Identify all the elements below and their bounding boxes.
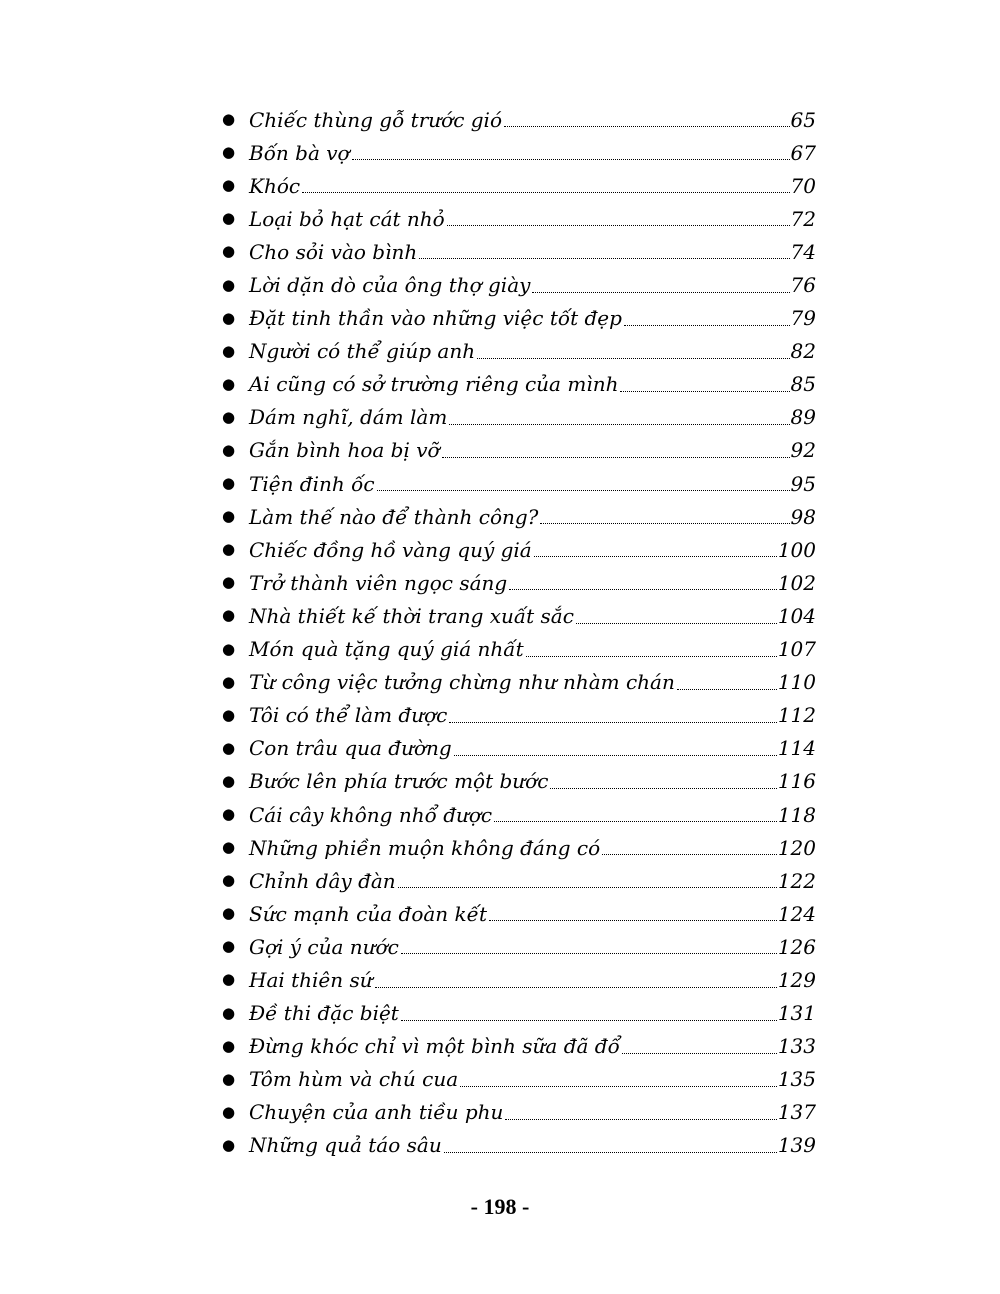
toc-entry-page-number: 118 [777, 802, 816, 827]
bullet-icon: ● [222, 110, 236, 129]
toc-entry-title: Cái cây không nhổ được [249, 802, 493, 827]
toc-entry-page-number: 65 [790, 107, 816, 132]
dot-leader [401, 1020, 777, 1021]
bullet-icon: ● [222, 1069, 236, 1088]
toc-entry-title: Khóc [249, 173, 301, 198]
toc-entry [222, 566, 816, 599]
toc-entry-page-number: 129 [777, 967, 816, 992]
toc-entry [222, 169, 816, 202]
dot-leader [352, 159, 790, 160]
bullet-icon: ● [222, 242, 236, 261]
bullet-icon: ● [222, 374, 236, 393]
toc-entry [222, 1129, 816, 1162]
toc-entry [222, 136, 816, 169]
toc-entry-page-number: 70 [790, 173, 816, 198]
toc-entry [222, 500, 816, 533]
dot-leader [602, 854, 777, 855]
toc-entry-title: Sức mạnh của đoàn kết [249, 901, 487, 926]
toc-entry-title: Đặt tinh thần vào những việc tốt đẹp [249, 306, 622, 331]
bullet-icon: ● [222, 440, 236, 459]
dot-leader [532, 292, 789, 293]
toc-entry-title: Tôi có thể làm được [249, 703, 448, 728]
toc-entry-page-number: 133 [777, 1034, 816, 1059]
bullet-icon: ● [222, 540, 236, 559]
bullet-icon: ● [222, 176, 236, 195]
toc-entry [222, 633, 816, 666]
toc-entry-page-number: 124 [777, 901, 816, 926]
table-of-contents [222, 103, 816, 1162]
bullet-icon: ● [222, 308, 236, 327]
toc-entry-title: Ai cũng có sở trường riêng của mình [249, 372, 619, 397]
toc-entry [222, 798, 816, 831]
bullet-icon: ● [222, 937, 236, 956]
bullet-icon: ● [222, 1003, 236, 1022]
toc-entry-page-number: 67 [790, 140, 816, 165]
toc-entry-page-number: 116 [777, 769, 816, 794]
dot-leader [454, 755, 777, 756]
bullet-icon: ● [222, 1102, 236, 1121]
dot-leader [449, 722, 776, 723]
toc-entry-title: Con trâu qua đường [249, 736, 452, 761]
toc-entry [222, 434, 816, 467]
dot-leader [534, 556, 777, 557]
toc-entry-title: Tôm hùm và chú cua [249, 1067, 459, 1092]
toc-entry-page-number: 74 [790, 239, 816, 264]
toc-entry [222, 1096, 816, 1129]
dot-leader [377, 490, 790, 491]
toc-entry [222, 302, 816, 335]
toc-entry-page-number: 131 [777, 1001, 816, 1026]
dot-leader [375, 987, 777, 988]
toc-entry-page-number: 76 [790, 273, 816, 298]
toc-entry-title: Nhà thiết kế thời trang xuất sắc [249, 603, 574, 628]
toc-entry [222, 103, 816, 136]
dot-leader [489, 920, 777, 921]
bullet-icon: ● [222, 738, 236, 757]
toc-entry-title: Gắn bình hoa bị vỡ [249, 438, 440, 463]
dot-leader [550, 788, 776, 789]
dot-leader [398, 887, 777, 888]
toc-entry [222, 533, 816, 566]
bullet-icon: ● [222, 1135, 236, 1154]
toc-entry [222, 732, 816, 765]
toc-entry [222, 864, 816, 897]
toc-entry [222, 831, 816, 864]
toc-entry [222, 666, 816, 699]
dot-leader [442, 457, 790, 458]
toc-entry [222, 897, 816, 930]
bullet-icon: ● [222, 606, 236, 625]
toc-entry [222, 467, 816, 500]
toc-entry-page-number: 122 [777, 868, 816, 893]
toc-entry [222, 401, 816, 434]
toc-entry-page-number: 102 [777, 570, 816, 595]
dot-leader [504, 126, 790, 127]
page-number: - 198 - [470, 1194, 530, 1219]
toc-entry [222, 765, 816, 798]
toc-entry-page-number: 135 [777, 1067, 816, 1092]
toc-entry-title: Những quả táo sâu [249, 1133, 442, 1158]
dot-leader [401, 953, 777, 954]
toc-entry [222, 235, 816, 268]
toc-entry [222, 1030, 816, 1063]
toc-entry-title: Chỉnh dây đàn [249, 868, 396, 893]
toc-entry-title: Hai thiên sứ [249, 967, 373, 992]
toc-entry-page-number: 112 [777, 703, 816, 728]
dot-leader [494, 821, 777, 822]
dot-leader [540, 523, 789, 524]
toc-entry-title: Tiện đinh ốc [249, 471, 375, 496]
toc-entry-title: Từ công việc tưởng chừng như nhàm chán [249, 670, 675, 695]
toc-entry [222, 997, 816, 1030]
dot-leader [622, 1053, 777, 1054]
toc-entry-page-number: 139 [777, 1133, 816, 1158]
bullet-icon: ● [222, 871, 236, 890]
toc-entry-title: Cho sỏi vào bình [249, 239, 418, 264]
bullet-icon: ● [222, 407, 236, 426]
toc-entry [222, 599, 816, 632]
dot-leader [677, 689, 777, 690]
toc-entry-page-number: 110 [777, 670, 816, 695]
bullet-icon: ● [222, 573, 236, 592]
toc-entry [222, 202, 816, 235]
dot-leader [444, 1152, 777, 1153]
dot-leader [624, 325, 790, 326]
toc-entry-page-number: 114 [777, 736, 816, 761]
dot-leader [509, 589, 777, 590]
dot-leader [449, 424, 789, 425]
toc-entry-title: Những phiền muộn không đáng có [249, 835, 601, 860]
toc-entry-title: Trở thành viên ngọc sáng [249, 570, 508, 595]
dot-leader [576, 623, 777, 624]
toc-entry-page-number: 126 [777, 934, 816, 959]
bullet-icon: ● [222, 672, 236, 691]
toc-entry-page-number: 92 [790, 438, 816, 463]
toc-entry [222, 368, 816, 401]
toc-entry [222, 1063, 816, 1096]
toc-entry [222, 930, 816, 963]
toc-entry [222, 699, 816, 732]
toc-entry-title: Gợi ý của nước [249, 934, 399, 959]
dot-leader [505, 1119, 776, 1120]
toc-entry-page-number: 137 [777, 1100, 816, 1125]
toc-entry-title: Làm thế nào để thành công? [249, 504, 539, 529]
toc-entry-page-number: 100 [777, 537, 816, 562]
bullet-icon: ● [222, 143, 236, 162]
toc-entry-title: Bốn bà vợ [249, 140, 350, 165]
bullet-icon: ● [222, 639, 236, 658]
toc-entry-title: Chiếc đồng hồ vàng quý giá [249, 537, 532, 562]
toc-entry-title: Chuyện của anh tiều phu [249, 1100, 504, 1125]
toc-entry-title: Đừng khóc chỉ vì một bình sữa đã đổ [249, 1034, 620, 1059]
toc-entry-page-number: 98 [790, 504, 816, 529]
bullet-icon: ● [222, 1036, 236, 1055]
toc-entry [222, 963, 816, 996]
dot-leader [526, 656, 777, 657]
bullet-icon: ● [222, 341, 236, 360]
bullet-icon: ● [222, 209, 236, 228]
toc-entry-page-number: 104 [777, 603, 816, 628]
toc-entry-title: Dám nghĩ, dám làm [249, 405, 448, 430]
bullet-icon: ● [222, 771, 236, 790]
bullet-icon: ● [222, 904, 236, 923]
toc-entry-page-number: 82 [790, 339, 816, 364]
bullet-icon: ● [222, 838, 236, 857]
toc-entry-page-number: 120 [777, 835, 816, 860]
dot-leader [477, 358, 789, 359]
dot-leader [620, 391, 789, 392]
toc-entry-title: Bước lên phía trước một bước [249, 769, 549, 794]
bullet-icon: ● [222, 805, 236, 824]
toc-entry-title: Chiếc thùng gỗ trước gió [249, 107, 502, 132]
toc-entry-page-number: 85 [790, 372, 816, 397]
bullet-icon: ● [222, 474, 236, 493]
dot-leader [302, 192, 789, 193]
toc-entry [222, 268, 816, 301]
toc-entry-title: Người có thể giúp anh [249, 339, 476, 364]
dot-leader [447, 225, 790, 226]
toc-entry-page-number: 89 [790, 405, 816, 430]
toc-entry-page-number: 107 [777, 637, 816, 662]
dot-leader [460, 1086, 777, 1087]
toc-entry-title: Món quà tặng quý giá nhất [249, 637, 524, 662]
bullet-icon: ● [222, 507, 236, 526]
bullet-icon: ● [222, 970, 236, 989]
toc-entry-title: Loại bỏ hạt cát nhỏ [249, 206, 445, 231]
bullet-icon: ● [222, 275, 236, 294]
dot-leader [419, 258, 789, 259]
bullet-icon: ● [222, 705, 236, 724]
toc-entry-title: Đề thi đặc biệt [249, 1001, 399, 1026]
toc-entry-title: Lời dặn dò của ông thợ giày [249, 273, 531, 298]
toc-entry [222, 335, 816, 368]
toc-entry-page-number: 79 [790, 306, 816, 331]
toc-entry-page-number: 72 [790, 206, 816, 231]
toc-entry-page-number: 95 [790, 471, 816, 496]
